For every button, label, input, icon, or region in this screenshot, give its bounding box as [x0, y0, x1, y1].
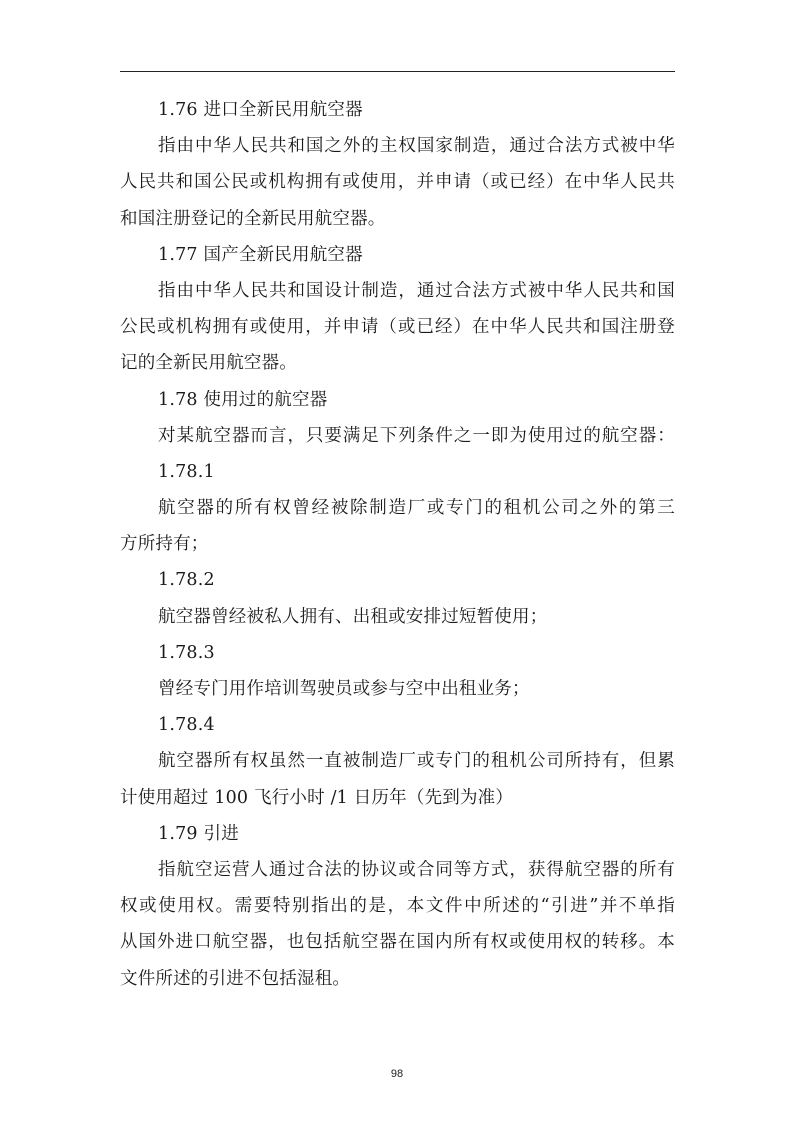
text-line: 1.78 使用过的航空器	[158, 389, 328, 410]
page-number: 98	[390, 1068, 404, 1080]
text-line: 记的全新民用航空器。	[120, 353, 297, 374]
text-line: 权或使用权。需要特别指出的是，本文件中所述的“引进”并不单指	[120, 896, 675, 917]
text-line: 航空器所有权虽然一直被制造厂或专门的租机公司所持有，但累	[158, 751, 675, 772]
text-line: 1.76 进口全新民用航空器	[158, 100, 363, 120]
text-line: 人民共和国公民或机构拥有或使用，并申请（或已经）在中华人民共	[120, 172, 675, 193]
header-rule	[120, 71, 675, 72]
text-line: 航空器曾经被私人拥有、出租或安排过短暂使用；	[158, 606, 548, 627]
text-line: 和国注册登记的全新民用航空器。	[120, 208, 386, 229]
text-line: 1.78.3	[158, 642, 215, 663]
text-line: 1.78.4	[158, 715, 215, 736]
document-body	[120, 92, 675, 997]
text-line: 指航空运营人通过合法的协议或合同等方式，获得航空器的所有	[158, 859, 675, 880]
text-line: 公民或机构拥有或使用，并申请（或已经）在中华人民共和国注册登	[120, 317, 675, 338]
text-line: 方所持有；	[120, 534, 209, 555]
text-line: 航空器的所有权曾经被除制造厂或专门的租机公司之外的第三	[158, 498, 675, 519]
text-line: 1.78.1	[158, 461, 215, 482]
text-line: 对某航空器而言，只要满足下列条件之一即为使用过的航空器：	[158, 425, 675, 446]
text-line: 从国外进口航空器，也包括航空器在国内所有权或使用权的转移。本	[120, 932, 675, 953]
text-line: 指由中华人民共和国设计制造，通过合法方式被中华人民共和国	[158, 280, 675, 301]
text-line: 1.77 国产全新民用航空器	[158, 244, 363, 265]
text-line: 文件所述的引进不包括湿租。	[120, 968, 351, 989]
text-line: 1.78.2	[158, 570, 215, 591]
text-line: 1.79 引进	[158, 823, 239, 844]
text-line: 曾经专门用作培训驾驶员或参与空中出租业务；	[158, 679, 530, 699]
text-line: 指由中华人民共和国之外的主权国家制造，通过合法方式被中华	[158, 136, 675, 157]
text-line: 计使用超过 100 飞行小时 /1 日历年（先到为准）	[120, 787, 514, 808]
